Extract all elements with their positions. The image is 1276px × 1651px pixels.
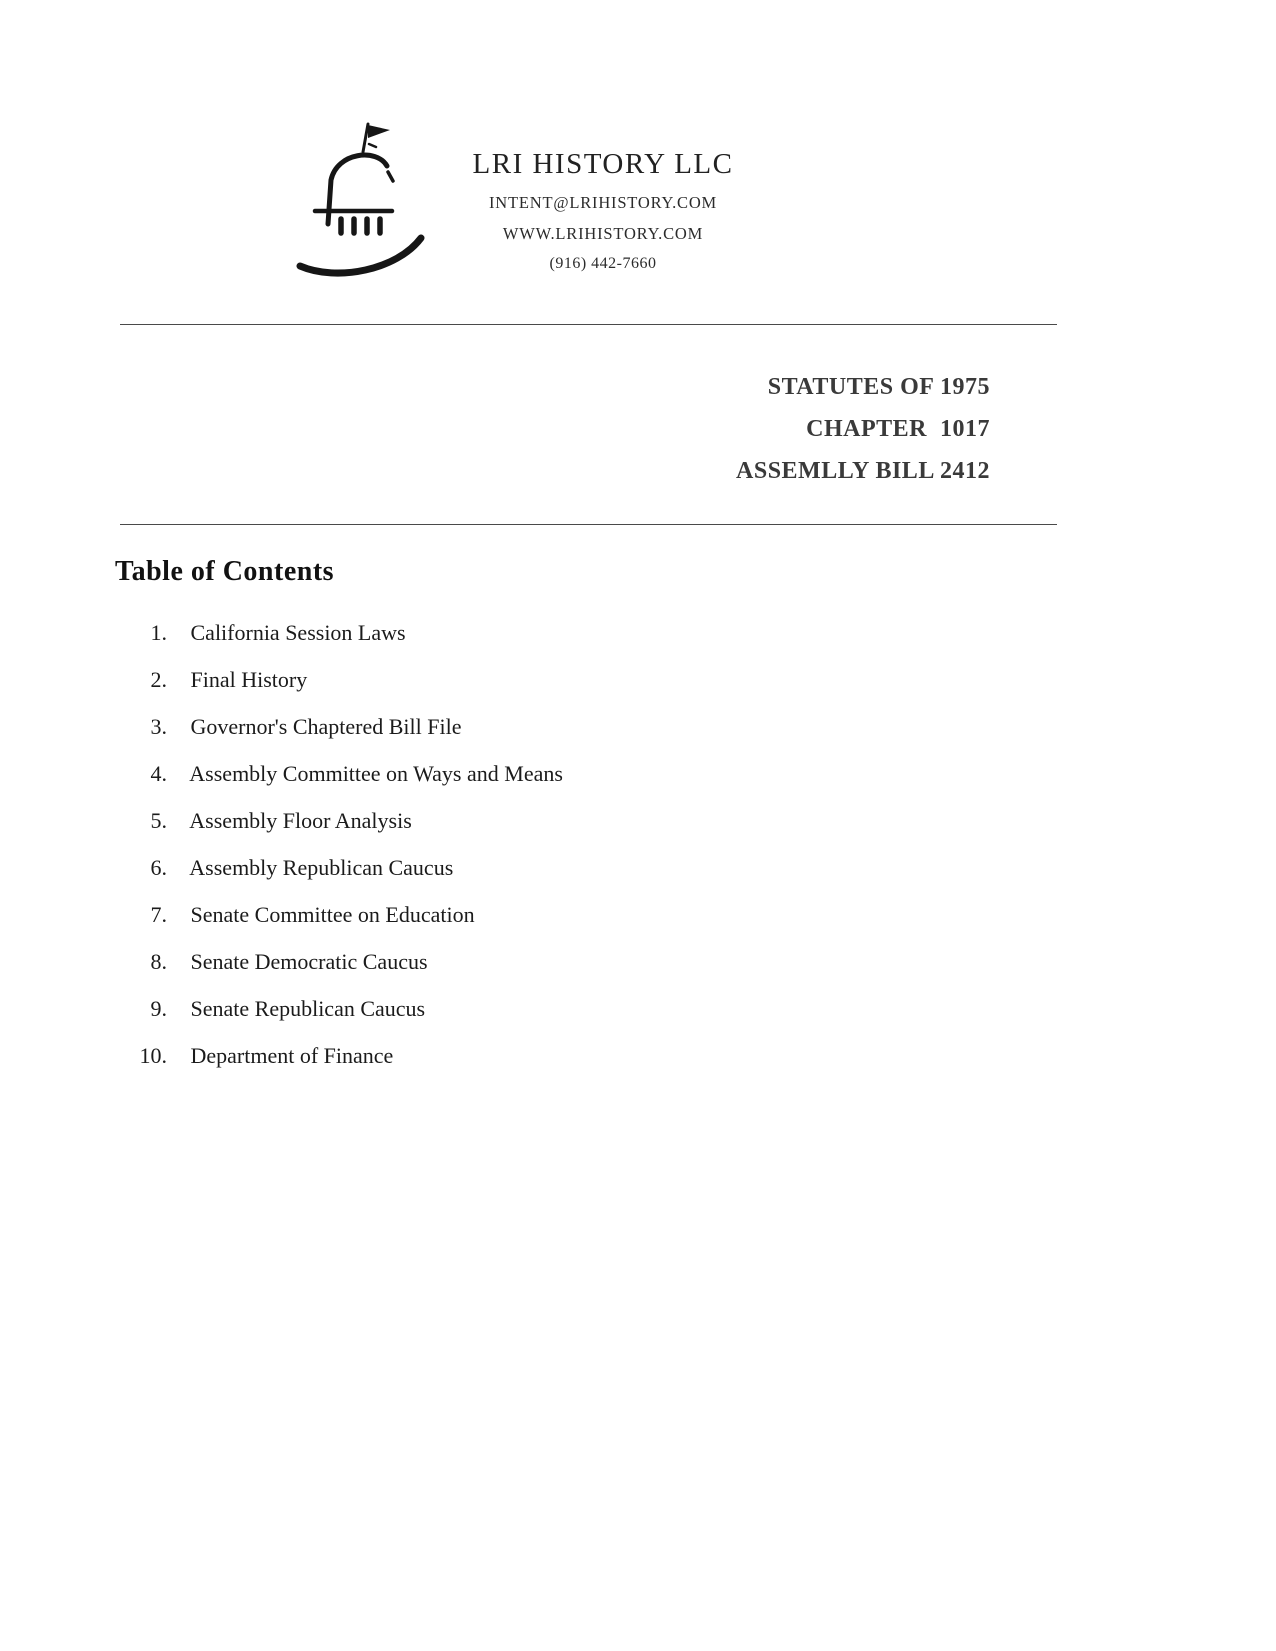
toc-item — [115, 1045, 563, 1067]
company-website: WWW.LRIHISTORY.COM — [502, 224, 704, 243]
company-phone: (916) 442-7660 — [549, 255, 657, 272]
toc-item-label: Final History — [190, 667, 308, 692]
toc-list — [115, 622, 563, 1092]
toc-item-number: 4. — [150, 761, 167, 786]
toc-item — [115, 622, 563, 644]
toc-item-label: Assembly Committee on Ways and Means — [189, 761, 563, 786]
horizontal-rule-top — [120, 324, 1057, 325]
statutes-line: STATUTES OF 1975 — [767, 374, 990, 400]
toc-item-label: Assembly Republican Caucus — [189, 855, 454, 880]
toc-item — [115, 763, 563, 785]
toc-item-number: 6. — [150, 855, 167, 880]
toc-item-number: 10. — [139, 1043, 167, 1068]
statute-title-block — [736, 366, 990, 492]
letterhead — [448, 148, 758, 273]
toc-item-label: Department of Finance — [190, 1043, 394, 1068]
toc-item-number: 7. — [150, 902, 167, 927]
chapter-line: CHAPTER 1017 — [806, 416, 990, 442]
toc-item-number: 8. — [150, 949, 167, 974]
capitol-logo — [295, 118, 445, 288]
toc-item — [115, 857, 563, 879]
toc-item-label: Governor's Chaptered Bill File — [190, 714, 462, 739]
toc-item — [115, 716, 563, 738]
company-email: INTENT@LRIHISTORY.COM — [488, 193, 718, 212]
assembly-bill-line: ASSEMLLY BILL 2412 — [736, 458, 990, 484]
toc-heading: Table of Contents — [115, 556, 335, 587]
capitol-icon — [295, 118, 445, 288]
toc-item-label: Senate Republican Caucus — [190, 996, 426, 1021]
toc-item-label: Senate Democratic Caucus — [190, 949, 428, 974]
toc-item-number: 1. — [150, 620, 167, 645]
toc-item-number: 5. — [150, 808, 167, 833]
toc-item-number: 3. — [150, 714, 167, 739]
toc-item-number: 2. — [150, 667, 167, 692]
toc-item — [115, 904, 563, 926]
toc-item-label: California Session Laws — [190, 620, 406, 645]
horizontal-rule-bottom — [120, 524, 1057, 525]
company-name: LRI HISTORY LLC — [472, 148, 734, 180]
toc-item — [115, 810, 563, 832]
toc-item-label: Assembly Floor Analysis — [189, 808, 412, 833]
toc-item-label: Senate Committee on Education — [190, 902, 475, 927]
toc-item — [115, 998, 563, 1020]
toc-item-number: 9. — [150, 996, 167, 1021]
toc-item — [115, 951, 563, 973]
toc-item — [115, 669, 563, 691]
